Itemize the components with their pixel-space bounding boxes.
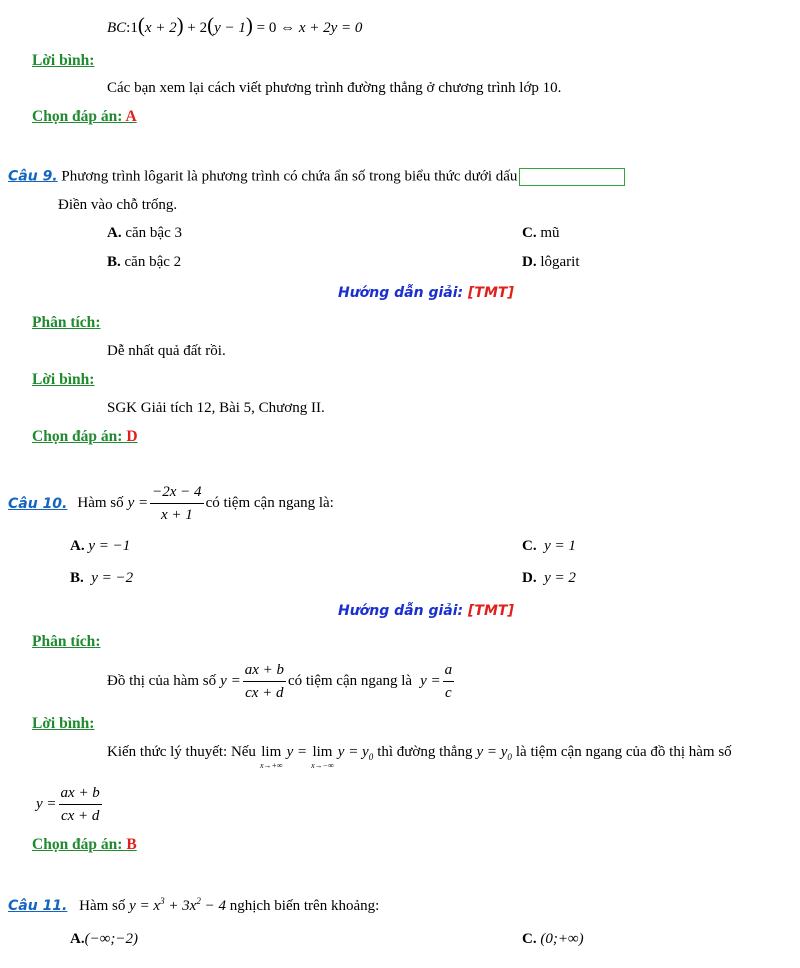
fraction: $\frac{ax + b}{cx + d}$ bbox=[60, 785, 100, 824]
loi-binh-label: Lời bình: bbox=[32, 715, 95, 732]
huong-dan-giai: Hướng dẫn giải: [TMT] bbox=[338, 285, 514, 301]
option-d[interactable]: D. lôgarit bbox=[522, 254, 580, 270]
question-text: Phương trình lôgarit là phương trình có chứa ẩn số trong biểu thức dưới dấu bbox=[61, 168, 518, 185]
option-b[interactable]: B. y = −2 bbox=[70, 570, 134, 586]
bc-equation: BC:1(x + 2) + 2(y − 1) = 0 ⇔ x + 2y = 0 bbox=[107, 13, 363, 37]
option-c[interactable]: C. y = 1 bbox=[522, 538, 576, 554]
fraction: $\frac{a}{c}$ bbox=[444, 662, 453, 701]
phan-tich-label: Phân tích: bbox=[32, 314, 101, 331]
loi-binh-text: SGK Giải tích 12, Bài 5, Chương II. bbox=[107, 400, 325, 416]
loi-binh-text: Kiến thức lý thuyết: Nếu lim x→+∞ y = lim x→−∞ $y = y_0$ thì đường thẳng $y = y_0$ là tiệm cận ngang của đồ thị hàm số bbox=[107, 744, 732, 770]
option-a[interactable]: A. y = −1 bbox=[70, 538, 131, 554]
question-label: Câu 11. bbox=[8, 898, 68, 914]
answer-value: D bbox=[126, 428, 138, 445]
loi-binh-label: Lời bình: bbox=[32, 52, 95, 69]
phan-tich-text: Dễ nhất quả đất rồi. bbox=[107, 343, 226, 359]
fraction: $\frac{-2x - 4}{x + 1}$ bbox=[152, 484, 202, 523]
question-label: Câu 10. bbox=[8, 495, 68, 512]
answer-value: A bbox=[125, 108, 137, 125]
chon-dap-an-label: Chọn đáp án: D bbox=[32, 428, 138, 445]
formula: y = $\frac{ax + b}{cx + d}$ bbox=[36, 785, 100, 824]
fraction: $\frac{ax + b}{cx + d}$ bbox=[244, 662, 284, 701]
phan-tich-label: Phân tích: bbox=[32, 633, 101, 650]
option-b[interactable]: B. căn bậc 2 bbox=[107, 254, 182, 270]
huong-dan-giai: Hướng dẫn giải: [TMT] bbox=[338, 603, 514, 619]
loi-binh-label: Lời bình: bbox=[32, 371, 95, 388]
option-a[interactable]: A.(−∞;−2) bbox=[70, 931, 139, 947]
limit: lim x→+∞ bbox=[259, 744, 283, 770]
question-9 bbox=[8, 168, 625, 186]
option-a[interactable]: A. căn bậc 3 bbox=[107, 225, 182, 241]
phan-tich-text: Đồ thị của hàm số y = $\frac{ax + b}{cx + d}$ có tiệm cận ngang là y = $\frac{a}{c}$ bbox=[107, 662, 453, 701]
option-c[interactable]: C. (0;+∞) bbox=[522, 931, 584, 947]
option-d[interactable]: D. y = 2 bbox=[522, 570, 576, 586]
blank-box[interactable] bbox=[519, 168, 625, 186]
chon-dap-an-label: Chọn đáp án: B bbox=[32, 836, 137, 853]
answer-value: B bbox=[126, 836, 137, 853]
loi-binh-text: Các bạn xem lại cách viết phương trình đường thẳng ở chương trình lớp 10. bbox=[107, 80, 562, 96]
question-label: Câu 9. bbox=[8, 168, 58, 185]
chon-dap-an-label: Chọn đáp án: A bbox=[32, 108, 137, 125]
question-11: Câu 11. Hàm số $y = x^3 + 3x^2 - 4$ nghịch biến trên khoảng: bbox=[8, 896, 380, 914]
option-c[interactable]: C. mũ bbox=[522, 225, 560, 241]
fill-instruction: Điền vào chỗ trống. bbox=[58, 197, 178, 213]
question-10: Câu 10. Hàm số y = $\frac{-2x - 4}{x + 1}$ có tiệm cận ngang là: bbox=[8, 484, 334, 523]
limit: lim x→−∞ bbox=[311, 744, 334, 770]
